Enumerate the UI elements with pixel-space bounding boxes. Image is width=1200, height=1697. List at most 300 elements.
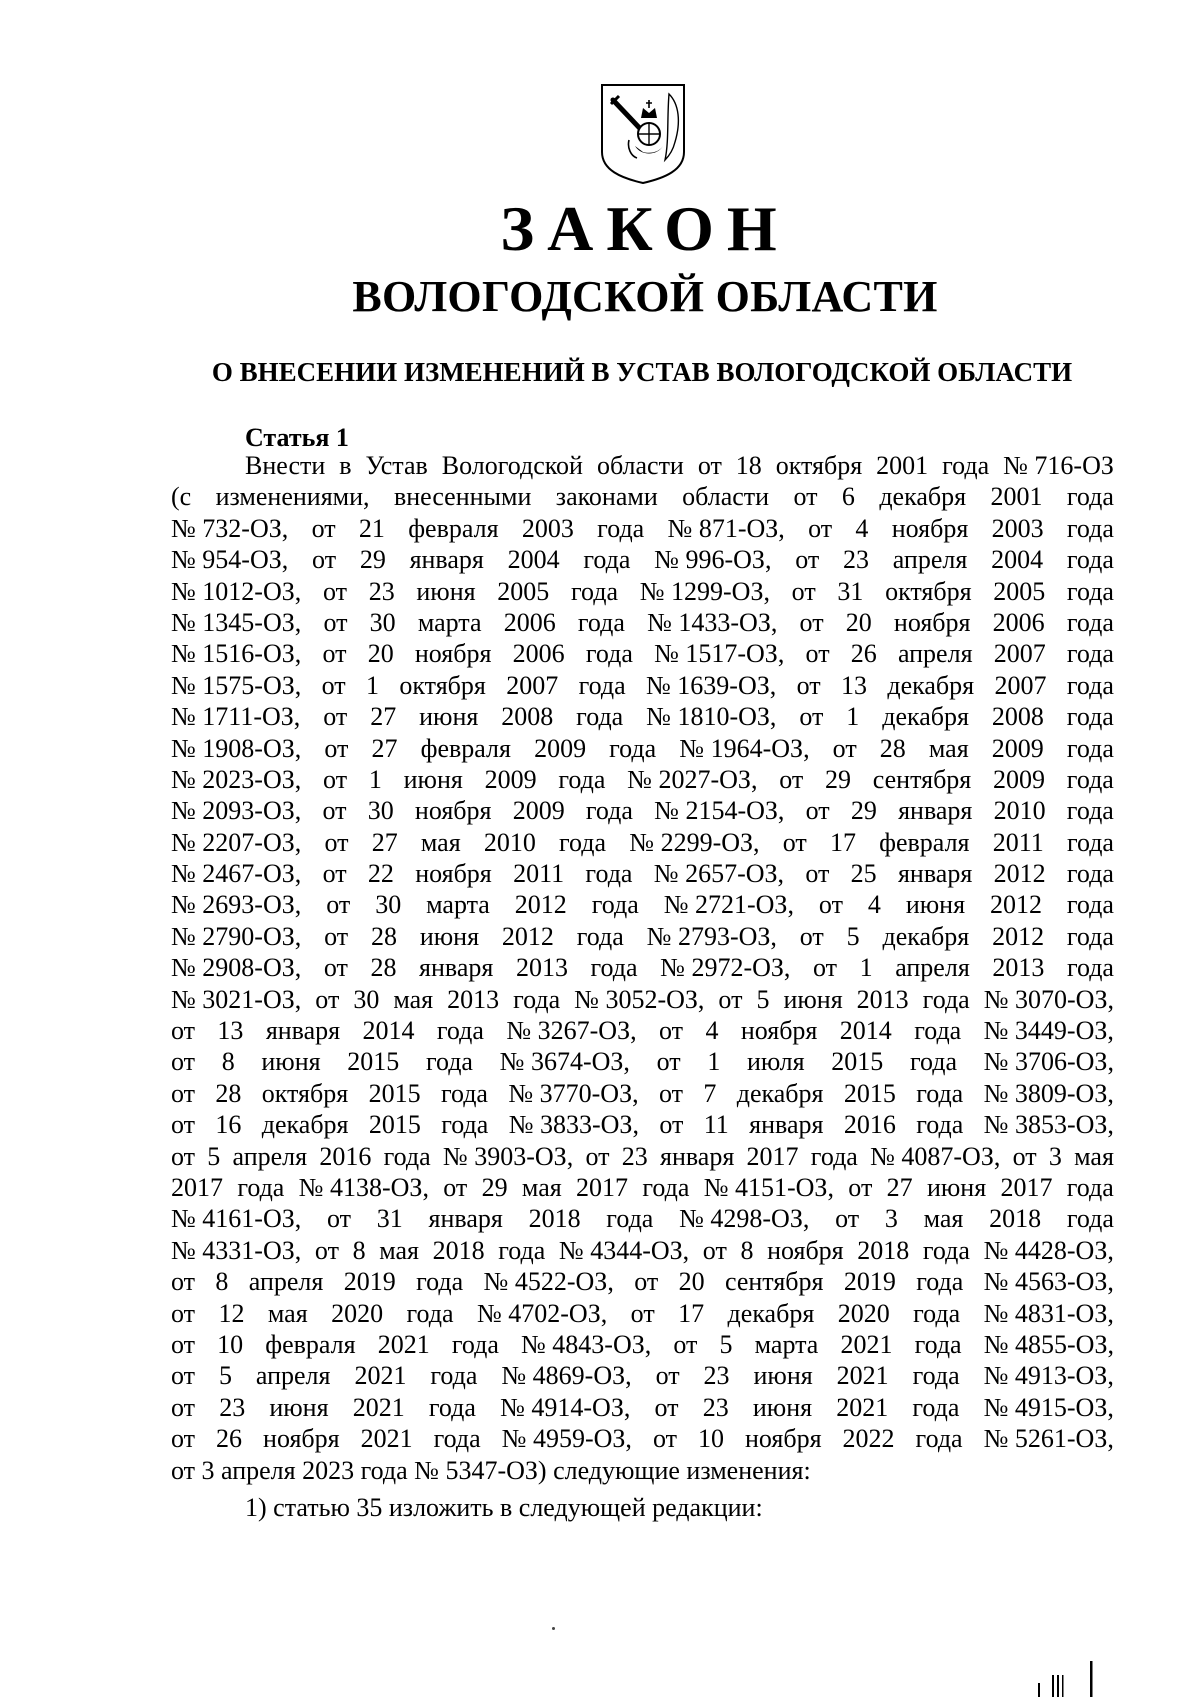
article-word: 2022 — [842, 1424, 895, 1454]
article-word: 2018 — [432, 1235, 485, 1265]
article-word: 21 — [358, 513, 385, 543]
article-word: марта — [754, 1329, 819, 1359]
article-word: от — [795, 545, 820, 575]
article-word: от — [805, 796, 830, 826]
article-word: года — [406, 1298, 454, 1328]
article-word: 2021 — [836, 1361, 889, 1391]
article-body — [171, 450, 1114, 1486]
article-word: 2012 — [989, 890, 1042, 920]
article-word: апреля — [892, 545, 968, 575]
article-word: от — [311, 513, 336, 543]
article-word: № 1517-ОЗ, — [654, 639, 785, 669]
article-word: 13 — [841, 670, 868, 700]
article-word: 2011 — [513, 859, 565, 889]
article-text-line — [171, 921, 1114, 952]
article-word: 28 — [370, 953, 397, 983]
article-word: 28 — [879, 733, 906, 763]
article-word: 17 — [678, 1298, 705, 1328]
article-word: мая — [1074, 1141, 1114, 1171]
article-word: 2019 — [343, 1267, 396, 1297]
article-word: 2014 — [839, 1016, 892, 1046]
article-word: мая — [521, 1172, 562, 1202]
article-word: от — [312, 545, 337, 575]
article-word: года — [441, 1110, 489, 1140]
article-word: от — [659, 1016, 684, 1046]
article-word: от — [818, 890, 843, 920]
article-word: 6 — [841, 482, 855, 512]
article-word: 30 — [353, 984, 380, 1014]
coat-of-arms-emblem — [599, 82, 687, 185]
article-word: 2012 — [993, 859, 1046, 889]
article-text-line — [171, 1298, 1114, 1329]
article-word: № 3674-ОЗ, — [499, 1047, 630, 1077]
article-word: 20 — [845, 607, 872, 637]
article-word: № 1345-ОЗ, — [171, 607, 302, 637]
article-word: года — [451, 1329, 499, 1359]
article-word: 4 — [855, 513, 869, 543]
article-word: 27 — [886, 1172, 913, 1202]
article-word: ноября — [414, 639, 492, 669]
article-word: декабря — [887, 670, 975, 700]
article-word: октября — [399, 670, 486, 700]
article-word: июля — [746, 1047, 805, 1077]
article-word: 31 — [837, 576, 864, 606]
article-heading: Статья 1 — [245, 423, 349, 452]
article-word: года — [1066, 482, 1114, 512]
article-word: 2003 — [991, 513, 1044, 543]
article-word: года — [576, 921, 624, 951]
article-word: года — [606, 1204, 654, 1234]
article-word: 2021 — [360, 1424, 413, 1454]
article-word: от — [793, 482, 818, 512]
article-word: от — [171, 1298, 196, 1328]
article-word: № 2790-ОЗ, — [171, 921, 302, 951]
article-word: № 1575-ОЗ, — [171, 670, 302, 700]
article-word: от — [799, 607, 824, 637]
article-text-line — [171, 952, 1114, 983]
article-word: 2015 — [843, 1078, 896, 1108]
article-word: № 3809-ОЗ, — [983, 1078, 1114, 1108]
article-word: года — [1066, 764, 1114, 794]
article-word: 8 — [352, 1235, 366, 1265]
article-text-line — [171, 827, 1114, 858]
article-word: № 732-ОЗ, — [171, 513, 289, 543]
article-text-line — [171, 1109, 1114, 1140]
article-word: года — [922, 1235, 970, 1265]
article-word: апреля — [248, 1267, 324, 1297]
article-word: года — [428, 1392, 476, 1422]
article-text-line — [171, 795, 1114, 826]
article-word: № 2299-ОЗ, — [629, 827, 760, 857]
article-word: 4 — [705, 1016, 719, 1046]
article-word: № 1711-ОЗ, — [171, 702, 301, 732]
article-word: законами — [555, 482, 658, 512]
scan-speck — [552, 1627, 555, 1630]
article-word: внесенными — [393, 482, 532, 512]
article-word: года — [425, 1047, 473, 1077]
article-word: изменениями, — [215, 482, 370, 512]
article-word: 29 — [825, 764, 852, 794]
article-word: года — [1066, 953, 1114, 983]
article-word: 18 — [735, 451, 762, 480]
article-word: от — [322, 639, 347, 669]
article-word: № 3070-ОЗ, — [983, 984, 1114, 1014]
document-title: ЗАКОН — [500, 193, 790, 264]
article-word: № 1810-ОЗ, — [646, 702, 777, 732]
article-text-line — [171, 1329, 1114, 1360]
article-word: 1 — [368, 764, 382, 794]
article-item-1: 1) статью 35 изложить в следующей редакции: — [245, 1493, 763, 1522]
article-word: 2015 — [347, 1047, 400, 1077]
article-word: № 4831-ОЗ, — [983, 1298, 1114, 1328]
article-word: от — [652, 1424, 677, 1454]
article-text-line — [171, 1078, 1114, 1109]
barcode-fragment — [1036, 1655, 1096, 1697]
article-word: № 4843-ОЗ, — [521, 1329, 652, 1359]
article-word: 2018 — [857, 1235, 910, 1265]
article-word: от — [171, 1110, 196, 1140]
article-word: года — [585, 859, 633, 889]
article-word: 23 — [702, 1392, 729, 1422]
article-text-line — [171, 984, 1114, 1015]
article-word: от — [324, 733, 349, 763]
article-word: № 4522-ОЗ, — [483, 1267, 614, 1297]
article-word: сентября — [872, 764, 972, 794]
article-word: 2021 — [377, 1329, 430, 1359]
article-word: ноября — [744, 1424, 822, 1454]
article-word: № 1299-ОЗ, — [639, 576, 770, 606]
article-text-line — [171, 1172, 1114, 1203]
article-word: года — [591, 890, 639, 920]
article-word: декабря — [261, 1110, 349, 1140]
article-word: от — [314, 1235, 339, 1265]
article-text-line — [171, 764, 1114, 795]
article-word: 2004 — [507, 545, 560, 575]
article-word: № 3052-ОЗ, — [574, 984, 705, 1014]
article-word: января — [898, 796, 973, 826]
article-word: области — [596, 451, 684, 480]
article-word: 2006 — [512, 639, 565, 669]
article-word: ноября — [891, 513, 969, 543]
article-word: № 3449-ОЗ, — [983, 1016, 1114, 1046]
article-word: июня — [416, 576, 476, 606]
article-word: от — [697, 451, 722, 480]
article-word: года — [914, 1329, 962, 1359]
article-word: 28 — [371, 921, 397, 951]
article-word: 2009 — [991, 733, 1044, 763]
article-word: 2013 — [515, 953, 568, 983]
article-word: июня — [905, 890, 966, 920]
law-subject-heading: О ВНЕСЕНИИ ИЗМЕНЕНИЙ В УСТАВ ВОЛОГОДСКОЙ ОБЛАСТИ — [211, 357, 1073, 387]
article-text-line — [171, 733, 1114, 764]
article-text-line — [171, 1046, 1114, 1077]
article-word: от — [658, 1078, 684, 1108]
article-word: года — [577, 607, 625, 637]
article-word: от — [171, 1141, 196, 1171]
article-word: 2009 — [484, 764, 537, 794]
article-word: № 1964-ОЗ, — [679, 733, 810, 763]
article-word: декабря — [882, 702, 969, 732]
article-word: ноября — [415, 859, 492, 889]
article-word: 8 — [215, 1267, 229, 1297]
article-word: 2017 — [171, 1172, 223, 1202]
article-word: от — [171, 1047, 196, 1077]
article-word: года — [430, 1361, 478, 1391]
article-word: № 3021-ОЗ, — [171, 984, 302, 1014]
article-word: 2013 — [856, 984, 909, 1014]
article-word: июня — [419, 921, 480, 951]
article-word: октября — [885, 576, 972, 606]
article-word: от — [702, 1235, 727, 1265]
article-word: 2021 — [354, 1361, 407, 1391]
article-word: от — [322, 796, 347, 826]
article-text-line — [171, 1235, 1114, 1266]
article-word: от — [171, 1392, 196, 1422]
article-word: от — [171, 1267, 196, 1297]
article-word: от — [782, 827, 807, 857]
article-word: января — [265, 1016, 341, 1046]
article-word: от — [718, 984, 743, 1014]
article-word: № 2972-ОЗ, — [660, 953, 791, 983]
article-text-line — [171, 638, 1114, 669]
article-word: 7 — [703, 1078, 717, 1108]
article-word: ноября — [767, 1235, 844, 1265]
article-word: февраля — [879, 827, 970, 857]
article-word: 27 — [371, 733, 398, 763]
article-word: марта — [426, 890, 490, 920]
article-word: от — [655, 1361, 680, 1391]
article-word: 4 — [867, 890, 881, 920]
article-word: от — [805, 859, 830, 889]
article-word: года — [1066, 545, 1114, 575]
article-word: января — [897, 859, 973, 889]
article-word: мая — [379, 1235, 419, 1265]
article-word: года — [1066, 607, 1114, 637]
article-word: 2015 — [368, 1110, 421, 1140]
article-word: года — [1066, 702, 1114, 732]
article-text-line — [171, 576, 1114, 607]
article-word: № 4161-ОЗ, — [171, 1204, 302, 1234]
article-word: года — [436, 1016, 484, 1046]
article-word: 23 — [368, 576, 395, 606]
article-word: 2007 — [993, 639, 1046, 669]
article-word: 3 — [884, 1204, 898, 1234]
article-text-line — [171, 1423, 1114, 1454]
article-word: января — [419, 953, 494, 983]
article-word: года — [1066, 921, 1114, 951]
article-word: 2012 — [992, 921, 1045, 951]
article-word: 2018 — [528, 1204, 581, 1234]
article-word: № 4563-ОЗ, — [983, 1267, 1114, 1297]
article-word: № 4869-ОЗ, — [501, 1361, 632, 1391]
article-word: мая — [420, 827, 461, 857]
article-word: № 4138-ОЗ, — [298, 1172, 429, 1202]
article-word: № 4913-ОЗ, — [983, 1361, 1114, 1391]
article-word: 8 — [221, 1047, 235, 1077]
article-word: № 4959-ОЗ, — [501, 1424, 632, 1454]
article-word: от — [656, 1047, 681, 1077]
article-word: № 4151-ОЗ, — [703, 1172, 834, 1202]
region-name: ВОЛОГОДСКОЙ ОБЛАСТИ — [352, 272, 938, 321]
article-word: № 2093-ОЗ, — [171, 796, 302, 826]
article-word: года — [909, 1047, 957, 1077]
article-word: № 2908-ОЗ, — [171, 953, 302, 983]
article-word: 5 — [846, 921, 860, 951]
article-word: № 5261-ОЗ, — [983, 1424, 1114, 1454]
article-word: 2021 — [352, 1392, 405, 1422]
article-word: № 996-ОЗ, — [654, 545, 772, 575]
article-word: от — [324, 827, 349, 857]
article-word: апреля — [895, 953, 970, 983]
article-word: года — [914, 1016, 962, 1046]
article-word: 23 — [842, 545, 869, 575]
article-word: 1 — [859, 953, 873, 983]
article-word: № 954-ОЗ, — [171, 545, 289, 575]
article-word: 2008 — [991, 702, 1044, 732]
article-word: года — [498, 1235, 546, 1265]
article-word: от — [813, 953, 838, 983]
article-word: 3 — [1048, 1141, 1062, 1171]
article-word: от — [673, 1329, 698, 1359]
article-word: года — [913, 1298, 961, 1328]
article-word: от — [171, 1424, 196, 1454]
article-word: от — [171, 1016, 196, 1046]
article-word: от — [171, 1329, 196, 1359]
article-word: № 2693-ОЗ, — [171, 890, 302, 920]
article-word: № 4915-ОЗ, — [983, 1392, 1114, 1422]
article-word: января — [659, 1141, 735, 1171]
article-word: мая — [267, 1298, 308, 1328]
article-word: марта — [417, 607, 482, 637]
article-word: № 4914-ОЗ, — [500, 1392, 631, 1422]
article-word: 2015 — [831, 1047, 884, 1077]
article-word: 10 — [697, 1424, 724, 1454]
article-word: 2019 — [843, 1267, 896, 1297]
article-word: года — [912, 1361, 960, 1391]
article-word: июня — [753, 1361, 813, 1391]
article-word: ноября — [893, 607, 971, 637]
article-word: года — [576, 702, 624, 732]
article-word: № 2721-ОЗ, — [663, 890, 794, 920]
article-text-line — [171, 1203, 1114, 1234]
article-word: от — [835, 1204, 860, 1234]
article-text-line — [171, 1360, 1114, 1391]
article-word: № 4702-ОЗ, — [476, 1298, 608, 1328]
article-word: года — [642, 1172, 690, 1202]
article-word: 23 — [703, 1361, 730, 1391]
article-text-line — [171, 1392, 1114, 1423]
article-word: № 2467-ОЗ, — [171, 859, 302, 889]
article-word: № 3833-ОЗ, — [508, 1110, 639, 1140]
article-word: от — [848, 1172, 873, 1202]
article-word: 2006 — [503, 607, 556, 637]
article-word: 2012 — [514, 890, 567, 920]
article-word: декабря — [736, 1078, 824, 1108]
article-text-line — [171, 1455, 1114, 1486]
article-word: № 3706-ОЗ, — [983, 1047, 1114, 1077]
article-word: 2005 — [497, 576, 550, 606]
article-word: от — [832, 733, 857, 763]
article-word: ноября — [414, 796, 492, 826]
article-word: от — [779, 764, 804, 794]
article-word: 2012 — [501, 921, 554, 951]
article-word: 11 — [703, 1110, 729, 1140]
article-word: 26 — [216, 1424, 243, 1454]
article-word: декабря — [882, 921, 970, 951]
article-word: № 1639-ОЗ, — [645, 670, 777, 700]
article-word: 2016 — [319, 1141, 372, 1171]
article-word: года — [1066, 639, 1114, 669]
article-word: от — [630, 1298, 655, 1328]
article-word: 26 — [850, 639, 877, 669]
article-word: от — [323, 607, 348, 637]
article-word: ноября — [263, 1424, 340, 1454]
article-word: № 3267-ОЗ, — [506, 1016, 637, 1046]
article-word: 5 — [756, 984, 770, 1014]
article-word: 31 — [376, 1204, 403, 1234]
article-word: года — [1066, 1172, 1114, 1202]
article-text-line — [171, 513, 1114, 544]
article-word: 5 — [218, 1361, 232, 1391]
article-word: 2001 — [990, 482, 1043, 512]
article-word: 2010 — [483, 827, 536, 857]
article-word: № 871-ОЗ, — [667, 513, 785, 543]
article-word: № 2793-ОЗ, — [646, 921, 777, 951]
article-word: области — [682, 482, 770, 512]
article-word: 2009 — [512, 796, 565, 826]
article-word: года — [237, 1172, 285, 1202]
article-word: от — [1012, 1141, 1037, 1171]
article-word: года — [585, 796, 633, 826]
article-word: года — [1066, 890, 1114, 920]
article-text-line — [171, 450, 1114, 481]
article-word: 30 — [367, 796, 394, 826]
article-word: года — [912, 1392, 960, 1422]
article-word: № 2207-ОЗ, — [171, 827, 302, 857]
article-word: 30 — [375, 890, 402, 920]
article-word: 27 — [370, 702, 397, 732]
article-word: года — [597, 513, 645, 543]
article-word: № 1433-ОЗ, — [647, 607, 778, 637]
article-word: года — [609, 733, 657, 763]
article-word: 5 — [207, 1141, 221, 1171]
article-word: 2008 — [501, 702, 554, 732]
article-word: от — [799, 702, 824, 732]
article-word: ноября — [740, 1016, 818, 1046]
article-word: от — [323, 764, 348, 794]
article-word: года — [1066, 827, 1114, 857]
article-word: 1 — [366, 670, 380, 700]
article-word: 2011 — [992, 827, 1044, 857]
article-word: № 1012-ОЗ, — [171, 576, 302, 606]
article-word: года — [1066, 859, 1114, 889]
article-word: 2021 — [836, 1392, 889, 1422]
article-word: года — [440, 1078, 488, 1108]
article-word: от — [323, 702, 348, 732]
article-word: от — [791, 576, 816, 606]
article-word: 1 — [707, 1047, 721, 1077]
article-word: № 3903-ОЗ, — [442, 1141, 574, 1171]
article-word: года — [590, 953, 638, 983]
article-word: 28 — [215, 1078, 242, 1108]
article-word: июня — [752, 1392, 813, 1422]
article-word: 2021 — [840, 1329, 893, 1359]
article-word: от — [585, 1141, 610, 1171]
article-word: года — [916, 1267, 964, 1297]
article-word: № 4298-ОЗ, — [679, 1204, 810, 1234]
article-word: Внести — [245, 451, 326, 480]
article-word: № 3853-ОЗ, — [983, 1110, 1114, 1140]
